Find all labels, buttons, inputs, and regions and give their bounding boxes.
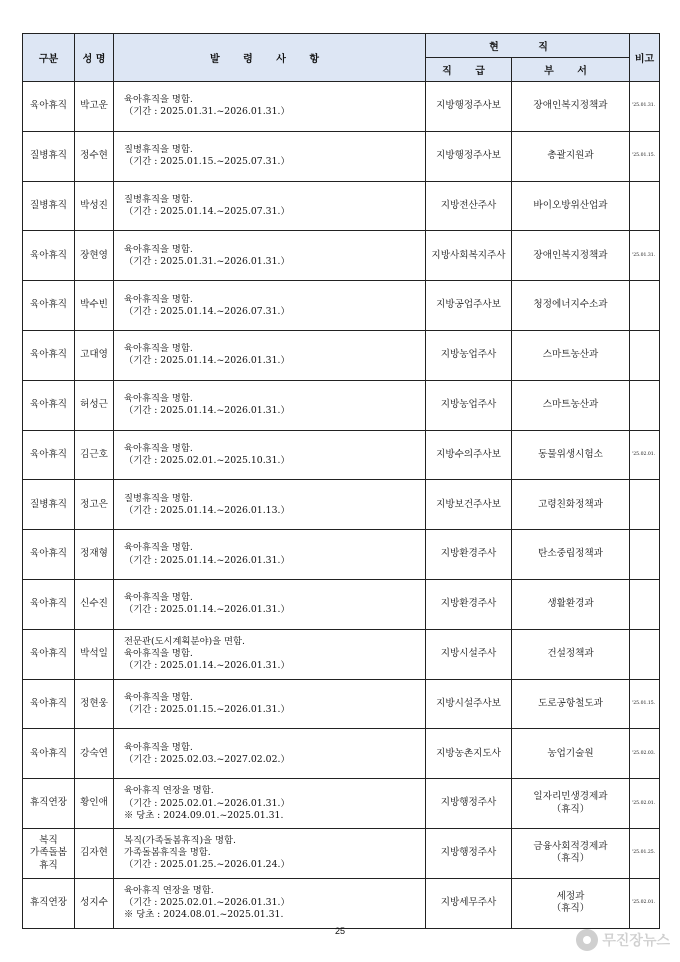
grade-cell: 지방보건주사보 [426, 480, 512, 530]
table-row [23, 231, 660, 281]
category-cell: 육아휴직 [23, 82, 75, 132]
category-cell: 질병휴직 [23, 480, 75, 530]
header-remarks: 비고 [630, 34, 660, 82]
remark-cell: '25.02.01. [630, 878, 660, 928]
order-line: 육아휴직을 명함. [124, 94, 193, 106]
order-line: （기간 : 2025.01.14.~2026.07.31.） [124, 305, 290, 317]
order-line: （기간 : 2025.01.14.~2026.01.31.） [124, 554, 290, 566]
table-row [23, 828, 660, 878]
order-line: 육아휴직을 명함. [124, 343, 193, 355]
name-cell: 박성진 [75, 181, 114, 231]
order-line: 육아휴직을 명함. [124, 592, 193, 604]
order-cell [114, 131, 426, 181]
grade-cell: 지방행정주사 [426, 779, 512, 829]
department-line: 청정에너지수소과 [533, 299, 608, 311]
order-cell [114, 729, 426, 779]
name-cell: 황인애 [75, 779, 114, 829]
table-header [23, 34, 660, 82]
order-cell [114, 629, 426, 679]
department-cell [512, 679, 630, 729]
category-cell: 질병휴직 [23, 181, 75, 231]
page-number: 25 [334, 926, 345, 936]
table-row [23, 629, 660, 679]
department-cell [512, 82, 630, 132]
order-line: （기간 : 2025.01.14.~2026.01.31.） [124, 660, 290, 672]
remark-cell [630, 629, 660, 679]
department-cell [512, 629, 630, 679]
category-cell: 육아휴직 [23, 380, 75, 430]
order-line: （기간 : 2025.01.15.~2026.01.31.） [124, 703, 290, 715]
order-line: （기간 : 2025.02.01.~2026.01.31.） [124, 797, 290, 809]
table-row [23, 430, 660, 480]
order-cell [114, 579, 426, 629]
category-cell: 육아휴직 [23, 729, 75, 779]
order-line: ※ 당초 : 2024.08.01.~2025.01.31. [124, 909, 284, 921]
table-row [23, 82, 660, 132]
order-cell [114, 231, 426, 281]
department-cell [512, 530, 630, 580]
category-cell: 휴직연장 [23, 878, 75, 928]
table-row [23, 530, 660, 580]
category-cell: 휴직연장 [23, 779, 75, 829]
category-cell: 복직 가족돌봄 휴직 [23, 828, 75, 878]
grade-cell: 지방행정주사보 [426, 131, 512, 181]
order-line: 질병휴직을 명함. [124, 193, 193, 205]
grade-cell: 지방세무주사 [426, 878, 512, 928]
name-cell: 김자현 [75, 828, 114, 878]
remark-cell [630, 530, 660, 580]
remark-cell: '25.01.15. [630, 131, 660, 181]
table-row [23, 579, 660, 629]
name-cell: 박석일 [75, 629, 114, 679]
order-line: 복직(가족돌봄휴직)을 명함. [124, 835, 236, 847]
department-cell [512, 430, 630, 480]
department-line: 탄소중립정책과 [538, 548, 603, 560]
remark-cell: '25.01.15. [630, 679, 660, 729]
grade-cell: 지방시설주사 [426, 629, 512, 679]
category-cell: 육아휴직 [23, 231, 75, 281]
order-line: 육아휴직을 명함. [124, 293, 193, 305]
department-cell [512, 131, 630, 181]
remark-cell [630, 480, 660, 530]
table-row [23, 131, 660, 181]
category-cell: 육아휴직 [23, 629, 75, 679]
grade-cell: 지방농업주사 [426, 380, 512, 430]
grade-cell: 지방공업주사보 [426, 281, 512, 331]
department-cell [512, 380, 630, 430]
header-order: 발 령 사 항 [114, 34, 426, 82]
department-line: （휴직） [551, 853, 590, 865]
remark-cell [630, 579, 660, 629]
category-cell: 육아휴직 [23, 579, 75, 629]
table-row [23, 779, 660, 829]
remark-cell [630, 181, 660, 231]
name-cell: 정재형 [75, 530, 114, 580]
name-cell: 김근호 [75, 430, 114, 480]
department-cell [512, 181, 630, 231]
order-line: （기간 : 2025.02.03.~2027.02.02.） [124, 753, 290, 765]
category-cell: 육아휴직 [23, 330, 75, 380]
remark-cell: '25.02.01. [630, 779, 660, 829]
order-cell [114, 828, 426, 878]
table-row [23, 878, 660, 928]
name-cell: 신수진 [75, 579, 114, 629]
category-cell: 육아휴직 [23, 281, 75, 331]
department-line: 바이오방위산업과 [533, 199, 608, 211]
order-cell [114, 380, 426, 430]
category-cell: 육아휴직 [23, 679, 75, 729]
watermark-text: 무진장뉴스 [602, 933, 670, 949]
name-cell: 강숙연 [75, 729, 114, 779]
order-cell [114, 330, 426, 380]
order-line: 질병휴직을 명함. [124, 144, 193, 156]
department-line: 도로공항철도과 [538, 697, 603, 709]
order-line: 육아휴직을 명함. [124, 393, 193, 405]
order-line: （기간 : 2025.01.14.~2026.01.31.） [124, 355, 290, 367]
grade-cell: 지방환경주사 [426, 530, 512, 580]
grade-cell: 지방행정주사보 [426, 82, 512, 132]
grade-cell: 지방환경주사 [426, 579, 512, 629]
department-line: 금융사회적경제과 [533, 840, 608, 852]
grade-cell: 지방사회복지주사 [426, 231, 512, 281]
category-cell: 육아휴직 [23, 530, 75, 580]
order-line: 육아휴직을 명함. [124, 243, 193, 255]
table-body [23, 82, 660, 929]
remark-cell: '25.02.03. [630, 729, 660, 779]
department-line: 일자리민생경제과 [533, 791, 608, 803]
table-row [23, 380, 660, 430]
department-line: 스마트농산과 [542, 349, 599, 361]
department-line: （휴직） [551, 803, 590, 815]
remark-cell [630, 380, 660, 430]
header-current-position: 현 직 [426, 34, 630, 58]
department-cell [512, 878, 630, 928]
department-cell [512, 480, 630, 530]
remark-cell: '25.01.25. [630, 828, 660, 878]
department-line: 건설정책과 [547, 647, 594, 659]
table-row [23, 330, 660, 380]
order-line: （기간 : 2025.01.14.~2026.01.31.） [124, 405, 290, 417]
table-row [23, 281, 660, 331]
name-cell: 허성근 [75, 380, 114, 430]
department-line: 고령친화정책과 [538, 498, 603, 510]
order-cell [114, 281, 426, 331]
department-line: 장애인복지정책과 [533, 100, 608, 112]
grade-cell: 지방전산주사 [426, 181, 512, 231]
order-line: 육아휴직을 명함. [124, 691, 193, 703]
name-cell: 정고은 [75, 480, 114, 530]
table-row [23, 181, 660, 231]
order-line: 육아휴직 연장을 명함. [124, 885, 214, 897]
order-cell [114, 82, 426, 132]
order-cell [114, 530, 426, 580]
department-line: 동물위생시험소 [538, 448, 603, 460]
name-cell: 고대영 [75, 330, 114, 380]
department-line: 세정과 [556, 890, 585, 902]
department-line: 생활환경과 [547, 598, 594, 610]
order-line: （기간 : 2025.01.31.~2026.01.31.） [124, 255, 290, 267]
order-line: （기간 : 2025.01.15.~2025.07.31.） [124, 156, 290, 168]
name-cell: 정수현 [75, 131, 114, 181]
department-cell [512, 779, 630, 829]
header-name: 성 명 [75, 34, 114, 82]
grade-cell: 지방행정주사 [426, 828, 512, 878]
order-line: 육아휴직 연장을 명함. [124, 785, 214, 797]
department-cell [512, 281, 630, 331]
header-grade: 직 급 [426, 58, 512, 82]
table-row [23, 480, 660, 530]
news-logo-icon [576, 929, 598, 951]
grade-cell: 지방농업주사 [426, 330, 512, 380]
order-line: 질병휴직을 명함. [124, 492, 193, 504]
department-line: （휴직） [551, 903, 590, 915]
remark-cell: '25.01.31. [630, 82, 660, 132]
order-line: （기간 : 2025.01.31.~2026.01.31.） [124, 106, 290, 118]
department-line: 농업기술원 [547, 747, 594, 759]
order-line: 육아휴직을 명함. [124, 741, 193, 753]
department-line: 스마트농산과 [542, 398, 599, 410]
order-cell [114, 779, 426, 829]
watermark [576, 929, 670, 951]
name-cell: 박수빈 [75, 281, 114, 331]
order-cell [114, 480, 426, 530]
grade-cell: 지방농촌지도사 [426, 729, 512, 779]
name-cell: 장현영 [75, 231, 114, 281]
category-cell: 질병휴직 [23, 131, 75, 181]
order-line: （기간 : 2025.01.14.~2026.01.13.） [124, 504, 290, 516]
department-cell [512, 828, 630, 878]
order-line: 육아휴직을 명함. [124, 648, 193, 660]
name-cell: 성지수 [75, 878, 114, 928]
order-line: 육아휴직을 명함. [124, 542, 193, 554]
name-cell: 정현웅 [75, 679, 114, 729]
department-cell [512, 231, 630, 281]
order-line: 전문관(도시계획분야)을 면함. [124, 636, 245, 648]
department-line: 장애인복지정책과 [533, 249, 608, 261]
order-cell [114, 181, 426, 231]
department-line: 총괄지원과 [547, 149, 594, 161]
department-cell [512, 330, 630, 380]
header-department: 부 서 [512, 58, 630, 82]
order-line: （기간 : 2025.02.01.~2025.10.31.） [124, 454, 290, 466]
order-line: （기간 : 2025.01.14.~2025.07.31.） [124, 205, 290, 217]
remark-cell: '25.02.01. [630, 430, 660, 480]
order-line: 가족돌봄휴직을 명함. [124, 847, 211, 859]
remark-cell [630, 330, 660, 380]
order-line: （기간 : 2025.02.01.~2026.01.31.） [124, 897, 290, 909]
order-cell [114, 679, 426, 729]
department-cell [512, 729, 630, 779]
header-category: 구분 [23, 34, 75, 82]
order-cell [114, 430, 426, 480]
table-row [23, 729, 660, 779]
order-line: ※ 당초 : 2024.09.01.~2025.01.31. [124, 809, 284, 821]
order-line: （기간 : 2025.01.14.~2026.01.31.） [124, 604, 290, 616]
personnel-order-table [22, 33, 660, 929]
table-row [23, 679, 660, 729]
name-cell: 박고운 [75, 82, 114, 132]
grade-cell: 지방시설주사보 [426, 679, 512, 729]
grade-cell: 지방수의주사보 [426, 430, 512, 480]
department-cell [512, 579, 630, 629]
order-line: （기간 : 2025.01.25.~2026.01.24.） [124, 859, 290, 871]
order-line: 육아휴직을 명함. [124, 442, 193, 454]
remark-cell [630, 281, 660, 331]
remark-cell: '25.01.31. [630, 231, 660, 281]
category-cell: 육아휴직 [23, 430, 75, 480]
order-cell [114, 878, 426, 928]
